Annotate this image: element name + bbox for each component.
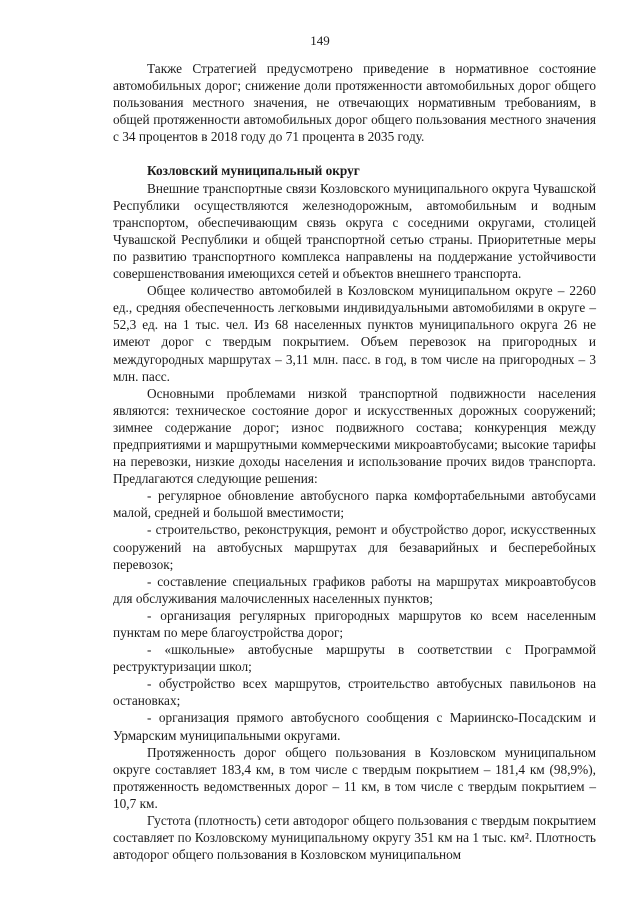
section-spacer [113, 145, 596, 162]
list-item: - составление специальных графиков работы на маршрутах микроавтобусов для обслуживания малочисленных населенных пунктов; [113, 573, 596, 606]
list-item: - «школьные» автобусные маршруты в соответствии с Программой реструктуризации школ; [113, 642, 596, 675]
section-heading: Козловский муниципальный округ [147, 163, 360, 179]
list-item: - регулярное обновление автобусного парка комфортабельными автобусами малой, средней и большой вместимости; [113, 488, 596, 521]
paragraph-problems: Основными проблемами низкой транспортной подвижности населения являются: техническое состояние дорог и искусственных дорожных сооружений; зимнее содержание дорог; износ подвижного состава; конкуренция между предприятиями и маршрутными коммерческими микроавтобусами; высокие тарифы на перевозки, низкие доходы населения и использование прочих видов транспорта. Предлагаются следующие решения: [113, 385, 596, 487]
list-item: - обустройство всех маршрутов, строительство автобусных павильонов на остановках; [113, 676, 596, 709]
paragraph-road-density: Густота (плотность) сети автодорог общего пользования с твердым покрытием составляет по Козловскому муниципальному округу 351 км на 1 тыс. км². Плотность автодорог общего пользования в Козловском муниципальном [113, 813, 596, 863]
document-body [113, 60, 596, 863]
list-item: - организация регулярных пригородных маршрутов ко всем населенным пунктам по мере благоустройства дорог; [113, 607, 596, 640]
intro-paragraph: Также Стратегией предусмотрено приведение в нормативное состояние автомобильных дорог; снижение доли протяженности автомобильных дорог общего пользования местного значения, не отвечающих нормативным требованиям, в общей протяженности автомобильных дорог общего пользования местного значения с 34 процентов в 2018 году до 71 процента в 2035 году. [113, 61, 596, 145]
list-item: - организация прямого автобусного сообщения с Мариинско-Посадским и Урмарским муниципальными округами. [113, 710, 596, 743]
paragraph-external-links: Внешние транспортные связи Козловского муниципального округа Чувашской Республики осуществляются железнодорожным, автомобильным и водным транспортом, обеспечивающим связь округа с соседними округами, столицей Чувашской Республики и общей транспортной сетью страны. Приоритетные меры по развитию транспортного комплекса направлены на поддержание устойчивости совершенствования имеющихся сетей и объектов внешнего транспорта. [113, 180, 596, 282]
paragraph-vehicle-count: Общее количество автомобилей в Козловском муниципальном округе – 2260 ед., средняя обеспеченность легковыми индивидуальными автомобилями в округе – 52,3 ед. на 1 тыс. чел. Из 68 населенных пунктов муниципального округа 26 не имеют дорог с твердым покрытием. Объем перевозок на пригородных и междугородных маршрутах – 3,11 млн. пасс. в год, в том числе на пригородных – 3 млн. пасс. [113, 283, 596, 384]
list-item: - строительство, реконструкция, ремонт и обустройство дорог, искусственных сооружений на автобусных маршрутах для безаварийных и бесперебойных перевозок; [113, 522, 596, 572]
page-number: 149 [310, 33, 330, 48]
paragraph-road-length: Протяженность дорог общего пользования в Козловском муниципальном округе составляет 183,4 км, в том числе с твердым покрытием – 181,4 км (98,9%), протяженность ведомственных дорог – 11 км, в том числе с твердым покрытием – 10,7 км. [113, 744, 596, 811]
